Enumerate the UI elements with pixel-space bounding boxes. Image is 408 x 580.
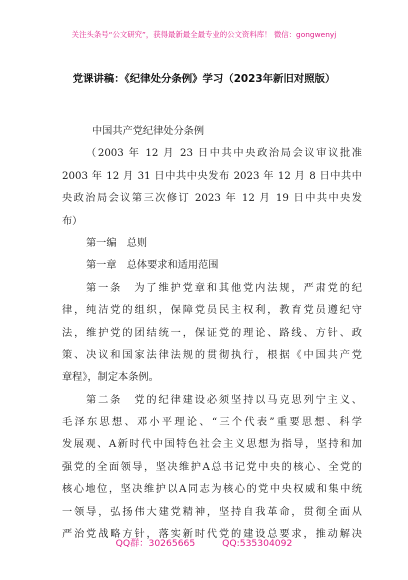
text-line: 核心地位，坚决维护以A同志为核心的党中央权威和集中统	[62, 484, 362, 496]
text-line: 第二条 党的纪律建设必须坚持以马克思列宁主义、	[86, 394, 362, 406]
text-line: 中国共产党纪律处分条例	[92, 126, 205, 137]
text-line: 一领导，弘扬伟大建党精神，坚持自我革命，贯彻全面从	[62, 506, 362, 518]
text-line: 策、决议和国家法律法规的贯彻执行，根据《中国共产党	[62, 349, 362, 361]
text-line: 第一条 为了维护党章和其他党内法规，严肃党的纪	[86, 282, 362, 294]
text-line: 央政治局会议第三次修订 2023 年 12 月 19 日中共中央发	[62, 193, 362, 205]
text-line: 法，维护党的团结统一，保证党的理论、路线、方针、政	[62, 327, 362, 339]
text-line: 严治党战略方针，落实新时代党的建设总要求，推动解决	[62, 529, 362, 541]
text-line: 律，纯洁党的组织，保障党员民主权利，教育党员遵纪守	[62, 305, 362, 317]
document-title: 党课讲稿：《纪律处分条例》学习（2023年新旧对照版）	[72, 73, 336, 85]
text-line: 布）	[62, 215, 83, 227]
text-line: （2003 年 12 月 23 日中共中央政治局会议审议批准	[86, 148, 362, 160]
contact-footer	[0, 535, 408, 549]
qq-contact-text: QQ:535304092	[222, 538, 293, 549]
text-line: 第一章 总体要求和适用范围	[86, 260, 219, 272]
promo-banner: 关注头条号“公文研究”，获得最新最全最专业的公文资料库！ 微信：gongwenyj	[71, 30, 337, 39]
text-line: 2003 年 12 月 31 日中共中央发布 2023 年 12 月 8 日中共中	[62, 170, 362, 182]
text-line: 章程》，制定本条例。	[62, 372, 159, 384]
text-line: 发展观、A新时代中国特色社会主义思想为指导，坚持和加	[62, 439, 362, 451]
text-line: 第一编 总则	[86, 237, 148, 249]
text-line: 毛泽东思想、邓小平理论、“三个代表”重要思想、科学	[62, 417, 362, 429]
text-line: 强党的全面领导，坚决维护A总书记党中央的核心、全党的	[62, 461, 362, 473]
qq-group-text: QQ群：30265665	[115, 538, 196, 549]
document-body	[62, 121, 362, 546]
